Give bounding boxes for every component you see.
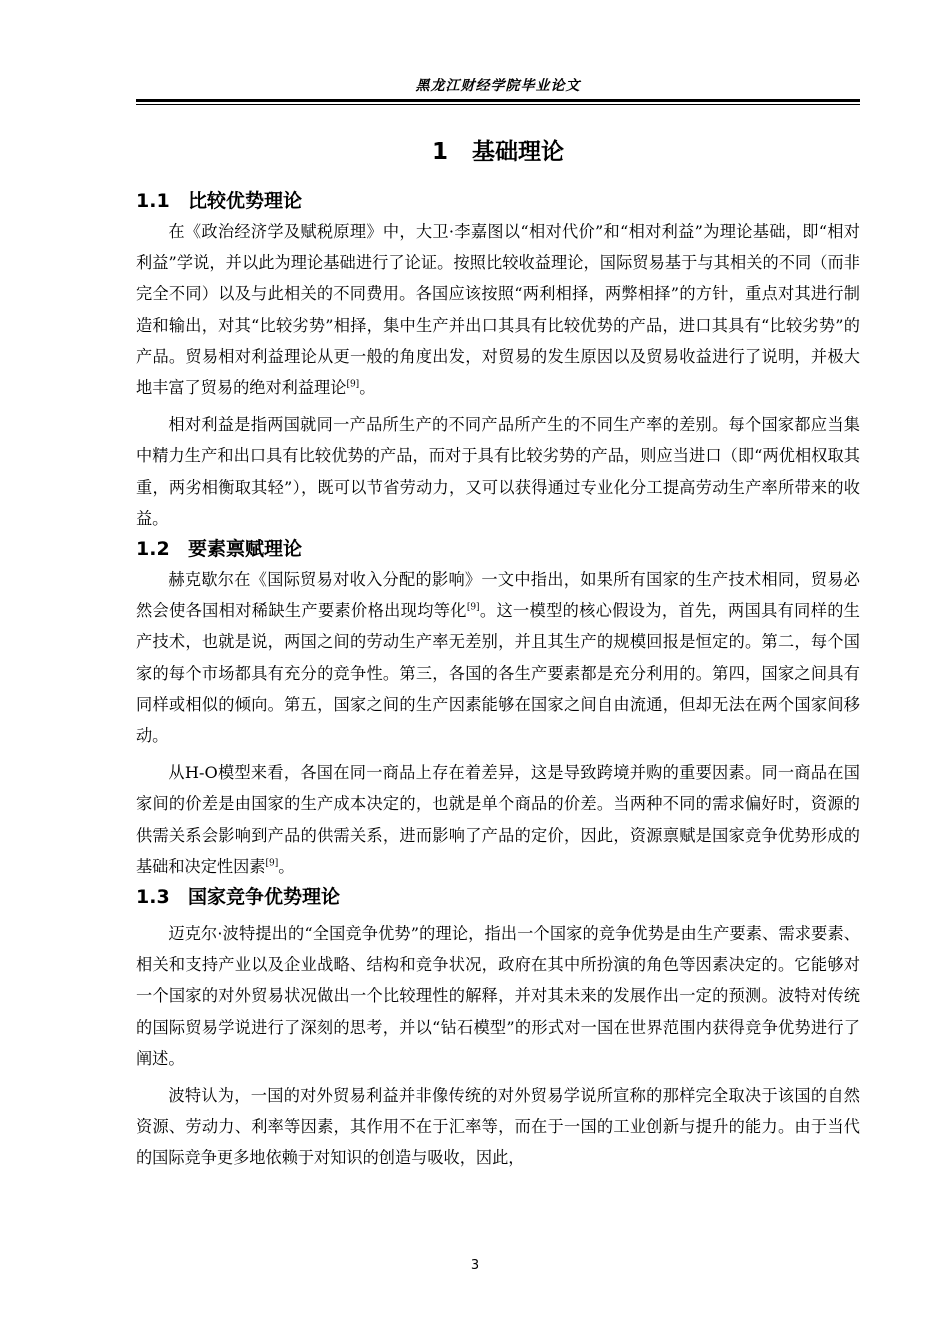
section-number: 1.1 [136,190,170,212]
page-number: 3 [470,1258,480,1273]
citation-reference: [9] [346,379,360,390]
paragraph-text: 赫克歇尔在《国际贸易对收入分配的影响》一文中指出，如果所有国家的生产技术相同，贸易必然会使各国相对稀缺生产要素价格出现均等化 [136,570,860,621]
section-number: 1.3 [136,886,170,909]
section-title-text: 比较优势理论 [188,190,303,212]
chapter-title [136,132,860,172]
paragraph [136,1080,860,1174]
paragraph-text-tail: 。 [359,378,376,398]
section-heading-1-2 [136,534,860,564]
paragraph-text-tail: 。这一模型的核心假设为，首先，两国具有同样的生产技术，也就是说，两国之间的劳动生产率无差别，并且其生产的规模回报是恒定的。第二，每个国家的每个市场都具有充分的竞争性。第三，各国的各生产要素都是充分利用的。第四，国家之间具有同样或相似的倾向。第五，国家之间的生产因素能够在国家之间自由流通，但却无法在两个国家间移动。 [136,601,860,746]
header-rule-thick [136,99,860,102]
paragraph-text: 相对利益是指两国就同一产品所生产的不同产品所产生的不同生产率的差别。每个国家都应当集中精力生产和出口具有比较优势的产品，而对于具有比较劣势的产品，则应当进口（即“两优相权取其重，两劣相衡取其轻”），既可以节省劳动力，又可以获得通过专业化分工提高劳动生产率所带来的收益。 [136,415,860,528]
paragraph [136,216,860,403]
paragraph [136,564,860,751]
section-heading-1-1 [136,186,860,216]
page-body [136,132,860,1174]
document-header-title: 黑龙江财经学院毕业论文 [415,78,581,94]
paragraph-text: 波特认为，一国的对外贸易利益并非像传统的对外贸易学说所宣称的那样完全取决于该国的自然资源、劳动力、利率等因素，其作用不在于汇率等，而在于一国的工业创新与提升的能力。由于当代的国际竞争更多地依赖于对知识的创造与吸收，因此， [136,1086,860,1168]
citation-reference: [9] [265,858,279,869]
paragraph [136,409,860,534]
section-title-text: 国家竞争优势理论 [188,886,341,909]
paragraph [136,757,860,882]
section-title-text: 要素禀赋理论 [188,538,303,561]
header-rule-thin [136,104,860,105]
paragraph-text: 在《政治经济学及赋税原理》中，大卫·李嘉图以“相对代价”和“相对利益”为理论基础，即“相对利益”学说，并以此为理论基础进行了论证。按照比较收益理论，国际贸易基于与其相关的不同（而非完全不同）以及与此相关的不同费用。各国应该按照“两利相择，两弊相择”的方针，重点对其进行制造和输出，对其“比较劣势”相择，集中生产并出口其具有比较优势的产品，进口其具有“比较劣势”的产品。贸易相对利益理论从更一般的角度出发，对贸易的发生原因以及贸易收益进行了说明，并极大地丰富了贸易的绝对利益理论 [136,222,860,398]
paragraph-text: 从H-O模型来看，各国在同一商品上存在着差异，这是导致跨境并购的重要因素。同一商品在国家间的价差是由国家的生产成本决定的，也就是单个商品的价差。当两种不同的需求偏好时，资源的供需关系会影响到产品的供需关系，进而影响了产品的定价，因此，资源禀赋是国家竞争优势形成的基础和决定性因素 [136,763,860,876]
section-number: 1.2 [136,538,170,561]
paragraph-text: 迈克尔·波特提出的“全国竞争优势”的理论，指出一个国家的竞争优势是由生产要素、需求要素、相关和支持产业以及企业战略、结构和竞争状况，政府在其中所扮演的角色等因素决定的。它能够对一个国家的对外贸易状况做出一个比较理性的解释，并对其未来的发展作出一定的预测。波特对传统的国际贸易学说进行了深刻的思考，并以“钻石模型”的形式对一国在世界范围内获得竞争优势进行了阐述。 [136,924,860,1068]
chapter-number: 1 [431,139,448,165]
section-heading-1-3 [136,882,860,912]
paragraph-text-tail: 。 [278,856,295,876]
paragraph [136,918,860,1074]
chapter-title-text: 基础理论 [472,139,564,165]
citation-reference: [9] [466,602,480,613]
